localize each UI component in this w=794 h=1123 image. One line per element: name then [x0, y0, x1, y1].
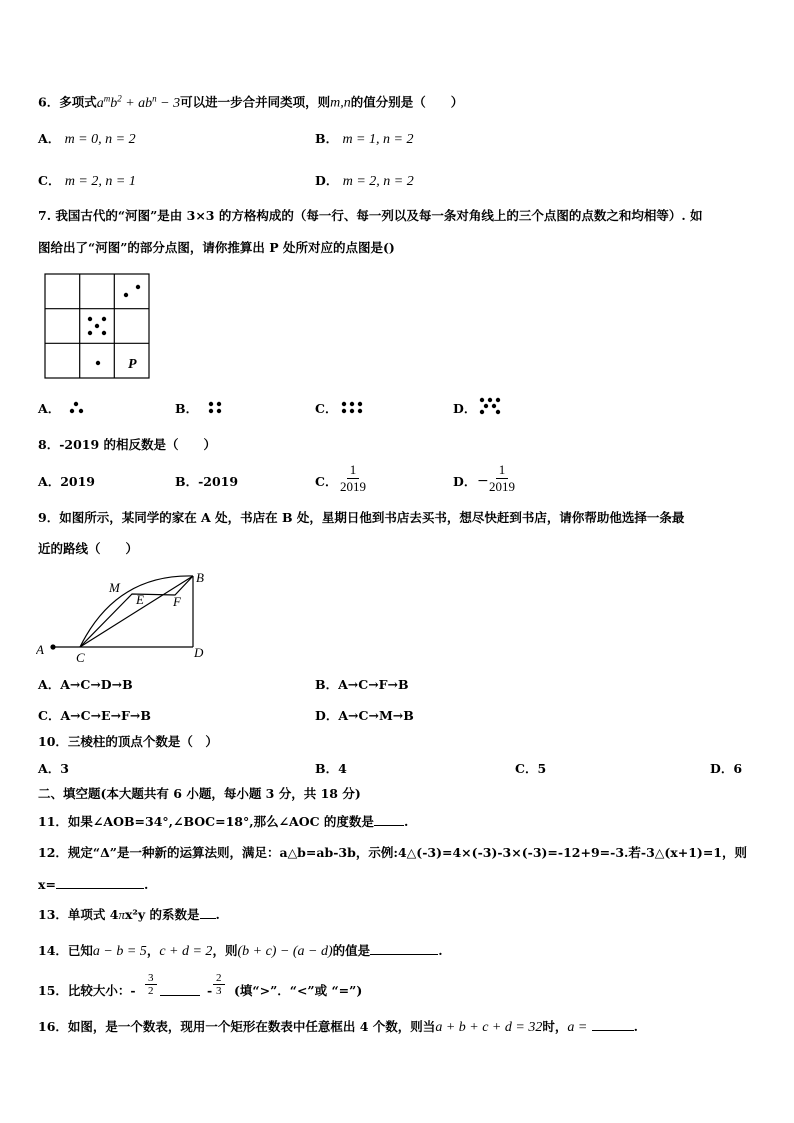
- q16: 16．如图，是一个数表，现用一个矩形在数表中任意框出 4 个数，则当a + b + c + d = 32时，a = .: [38, 1019, 639, 1035]
- section-heading: 二、填空题(本大题共有 6 小题，每小题 3 分，共 18 分): [38, 786, 361, 801]
- q9-option-a[interactable]: A．A→C→D→B: [38, 677, 133, 692]
- dot: [88, 331, 92, 335]
- q10-option-d[interactable]: D．6: [710, 761, 743, 776]
- q15-hint: (填“>”．“<”或 “=”): [234, 983, 363, 998]
- q7-stem-line2: 图给出了“河图”的部分点图，请你推算出 P 处所对应的点图是(): [38, 240, 395, 255]
- q7-option-c[interactable]: C．: [315, 401, 338, 416]
- dot: [96, 361, 100, 365]
- hetu-grid-figure: [44, 273, 154, 381]
- q7-stem-line1: 7. 我国古代的“河图”是由 3×3 的方格构成的（每一行、每一列以及每一条对角线上的三个点图的点数之和均相等）. 如: [38, 208, 703, 223]
- dot: [95, 324, 99, 328]
- dot: [88, 317, 92, 321]
- q13: 13．单项式 4πx²y 的系数是 .: [38, 907, 220, 922]
- label-e: E: [136, 592, 144, 607]
- q10-option-b[interactable]: B．4: [315, 761, 347, 776]
- dots-7-icon: [478, 396, 506, 416]
- dots-4-icon: [207, 400, 227, 416]
- q15-minus: -: [207, 983, 213, 998]
- label-f: F: [173, 594, 181, 609]
- label-a: A: [36, 642, 44, 657]
- q9-option-b[interactable]: B．A→C→F→B: [315, 677, 409, 692]
- dot: [102, 317, 106, 321]
- q8-option-d-fraction: $\frac{1}{2019}$: [489, 462, 515, 494]
- q8-stem: 8．-2019 的相反数是（ ）: [38, 437, 217, 452]
- p-label: P: [128, 357, 137, 372]
- q10-option-a[interactable]: A．3: [38, 761, 69, 776]
- q8-option-d-label[interactable]: D．: [453, 474, 477, 489]
- dot: [102, 331, 106, 335]
- answer-blank[interactable]: [592, 1018, 634, 1031]
- q9-stem-line1: 9．如图所示，某同学的家在 A 处，书店在 B 处，星期日他到书店去买书，想尽快赶到书店，请你帮助他选择一条最: [38, 510, 685, 525]
- dot: [124, 293, 128, 297]
- q8-option-d-sign: −: [477, 473, 489, 489]
- answer-blank[interactable]: [374, 813, 404, 826]
- q9-option-d[interactable]: D．A→C→M→B: [315, 708, 414, 723]
- q7-option-a[interactable]: A．: [38, 401, 61, 416]
- q12-line2: x= .: [38, 877, 149, 892]
- q15-prefix: 15．比较大小：-: [38, 983, 136, 998]
- q6-option-b[interactable]: B． m = 1, n = 2: [315, 131, 414, 147]
- q8-option-c-fraction: $\frac{1}{2019}$: [340, 462, 366, 494]
- answer-blank[interactable]: [200, 906, 216, 919]
- polynomial-expression: $a^mb^2 + ab^n - 3$: [96, 93, 181, 111]
- q9-option-c[interactable]: C．A→C→E→F→B: [38, 708, 151, 723]
- q8-option-a[interactable]: A．2019: [38, 474, 95, 489]
- answer-blank[interactable]: [370, 942, 438, 955]
- q6-stem: 6．多项式$a^mb^2 + ab^n - 3$可以进一步合并同类项，则m,n的值分别是（ ）: [38, 93, 464, 111]
- q7-option-d[interactable]: D．: [453, 401, 477, 416]
- q8-option-c-label[interactable]: C．: [315, 474, 338, 489]
- answer-blank[interactable]: [56, 876, 144, 889]
- route-diagram: [36, 566, 216, 664]
- label-d: D: [194, 645, 204, 660]
- label-b: B: [196, 570, 204, 585]
- q11: 11．如果∠AOB=34°,∠BOC=18°,那么∠AOC 的度数是 .: [38, 814, 409, 829]
- q12-line1: 12．规定“Δ”是一种新的运算法则，满足：a△b=ab-3b，示例:4△(-3)=4×(-3)-3×(-3)=-12+9=-3.若-3△(x+1)=1，则: [38, 845, 747, 860]
- dot: [136, 285, 140, 289]
- q15-fraction-1: $\frac{3}{2}$: [145, 972, 157, 997]
- q10-option-c[interactable]: C．5: [515, 761, 547, 776]
- q14: 14．已知a − b = 5，c + d = 2，则(b + c) − (a − d)的值是 .: [38, 943, 443, 959]
- q6-option-a[interactable]: A． m = 0, n = 2: [38, 131, 136, 147]
- q10-stem: 10．三棱柱的顶点个数是（ ）: [38, 734, 218, 749]
- answer-blank[interactable]: [160, 983, 200, 996]
- dots-3-icon: [68, 400, 88, 416]
- q9-stem-line2: 近的路线（ ）: [38, 541, 139, 556]
- q6-option-d[interactable]: D． m = 2, n = 2: [315, 173, 414, 189]
- dots-6-icon: [340, 400, 370, 416]
- q8-option-b[interactable]: B．-2019: [175, 474, 239, 489]
- label-c: C: [76, 650, 85, 664]
- q7-option-b[interactable]: B．: [175, 401, 199, 416]
- point-a: [50, 644, 55, 649]
- q15-fraction-2: $\frac{2}{3}$: [213, 972, 225, 997]
- label-m: M: [109, 580, 120, 595]
- q6-option-c[interactable]: C． m = 2, n = 1: [38, 173, 136, 189]
